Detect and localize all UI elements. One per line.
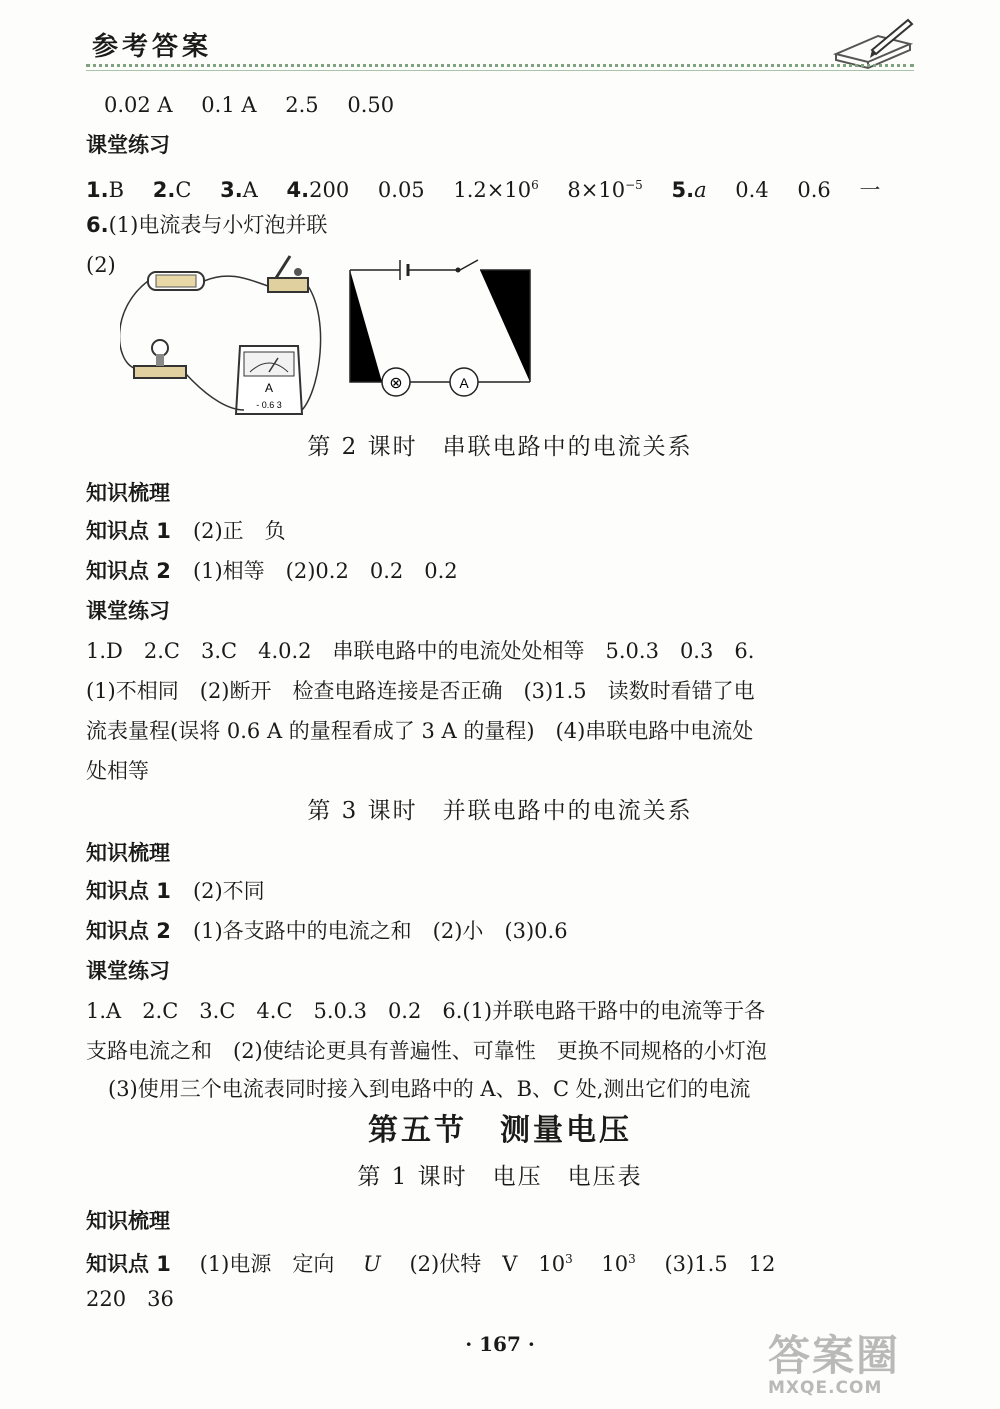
lesson-3-knowledge-title: 知识梳理 bbox=[86, 841, 170, 865]
lesson-3-heading: 第 3 课时 并联电路中的电流关系 bbox=[307, 798, 693, 824]
lesson-2-point-1: 知识点 1 (2)正 负 bbox=[86, 519, 286, 543]
lesson-3-practice-title: 课堂练习 bbox=[86, 959, 170, 983]
header-divider bbox=[86, 64, 914, 67]
answer-line-values bbox=[104, 90, 394, 120]
header-divider-thin bbox=[86, 70, 914, 71]
lesson-3-point-2: 知识点 2 (1)各支路中的电流之和 (2)小 (3)0.6 bbox=[86, 919, 568, 943]
watermark bbox=[768, 1331, 978, 1400]
watermark-logo-text: 答案圈 bbox=[768, 1331, 901, 1380]
lesson-3-practice-line-1: 1.A 2.C 3.C 4.C 5.0.3 0.2 6.(1)并联电路干路中的电流等于各 bbox=[86, 999, 766, 1023]
section-5-point-1-line-2: 220 36 bbox=[86, 1287, 174, 1311]
lamp-drawing bbox=[134, 340, 186, 378]
lesson-2-practice-line-3: 流表量程(误将 0.6 A 的量程看成了 3 A 的量程) (4)串联电路中电流处 bbox=[86, 719, 754, 743]
ammeter-drawing bbox=[236, 346, 302, 414]
schematic-diagram bbox=[350, 260, 530, 396]
lesson-2-practice-line-4: 处相等 bbox=[86, 759, 149, 783]
lesson-2-practice-line-1: 1.D 2.C 3.C 4.0.2 串联电路中的电流处处相等 5.0.3 0.3 6. bbox=[86, 639, 755, 663]
battery-drawing bbox=[148, 272, 204, 290]
watermark-url: MXQE.COM bbox=[768, 1378, 883, 1398]
lesson-2-heading: 第 2 课时 串联电路中的电流关系 bbox=[307, 434, 693, 460]
lesson-3-point-1: 知识点 1 (2)不同 bbox=[86, 879, 265, 903]
section-5-point-1: 知识点 1 (1)电源 定向 U (2)伏特 V $10^3$ $10^3$ (3)1.5 12 bbox=[86, 1252, 776, 1276]
practice-answers-1: 1.B 2.C 3.A 4.200 0.05 $1.2\times 10^6$ $8\times 10^{-5}$ 5.a 0.4 0.6 一 bbox=[86, 178, 881, 202]
switch-drawing bbox=[268, 256, 308, 292]
value-3: 2.5 bbox=[285, 93, 319, 117]
page-number: · 167 · bbox=[465, 1332, 535, 1356]
practice-title-1: 课堂练习 bbox=[86, 133, 170, 157]
lesson-2-practice-title: 课堂练习 bbox=[86, 599, 170, 623]
practice-answer-6-2-label: (2) bbox=[86, 253, 116, 277]
section-5-knowledge-title: 知识梳理 bbox=[86, 1209, 170, 1233]
ammeter-letter: A bbox=[264, 381, 274, 395]
ammeter-terminals: - 0.6 3 bbox=[256, 400, 282, 410]
lesson-2-practice-line-2: (1)不相同 (2)断开 检查电路连接是否正确 (3)1.5 读数时看错了电 bbox=[86, 679, 755, 703]
lesson-2-knowledge-title: 知识梳理 bbox=[86, 481, 170, 505]
practice-answer-6-1: 6.(1)电流表与小灯泡并联 bbox=[86, 213, 328, 237]
lamp-symbol: ⊗ bbox=[389, 373, 403, 392]
circuit-figure bbox=[120, 250, 540, 426]
header-title: 参考答案 bbox=[92, 32, 213, 62]
lesson-2-point-2: 知识点 2 (1)相等 (2)0.2 0.2 0.2 bbox=[86, 559, 458, 583]
lesson-3-practice-line-2: 支路电流之和 (2)使结论更具有普遍性、可靠性 更换不同规格的小灯泡 bbox=[86, 1039, 767, 1063]
section-5-heading: 第五节 测量电压 bbox=[368, 1113, 632, 1148]
lesson-3-practice-line-3: (3)使用三个电流表同时接入到电路中的 A、B、C 处,测出它们的电流 bbox=[108, 1077, 751, 1101]
section-5-lesson-1-heading: 第 1 课时 电压 电压表 bbox=[357, 1164, 643, 1190]
value-2: 0.1 A bbox=[201, 93, 257, 117]
meter-symbol: A bbox=[459, 375, 469, 391]
value-4: 0.50 bbox=[347, 93, 395, 117]
value-1: 0.02 A bbox=[104, 93, 173, 117]
pencil-book-icon bbox=[828, 14, 918, 70]
